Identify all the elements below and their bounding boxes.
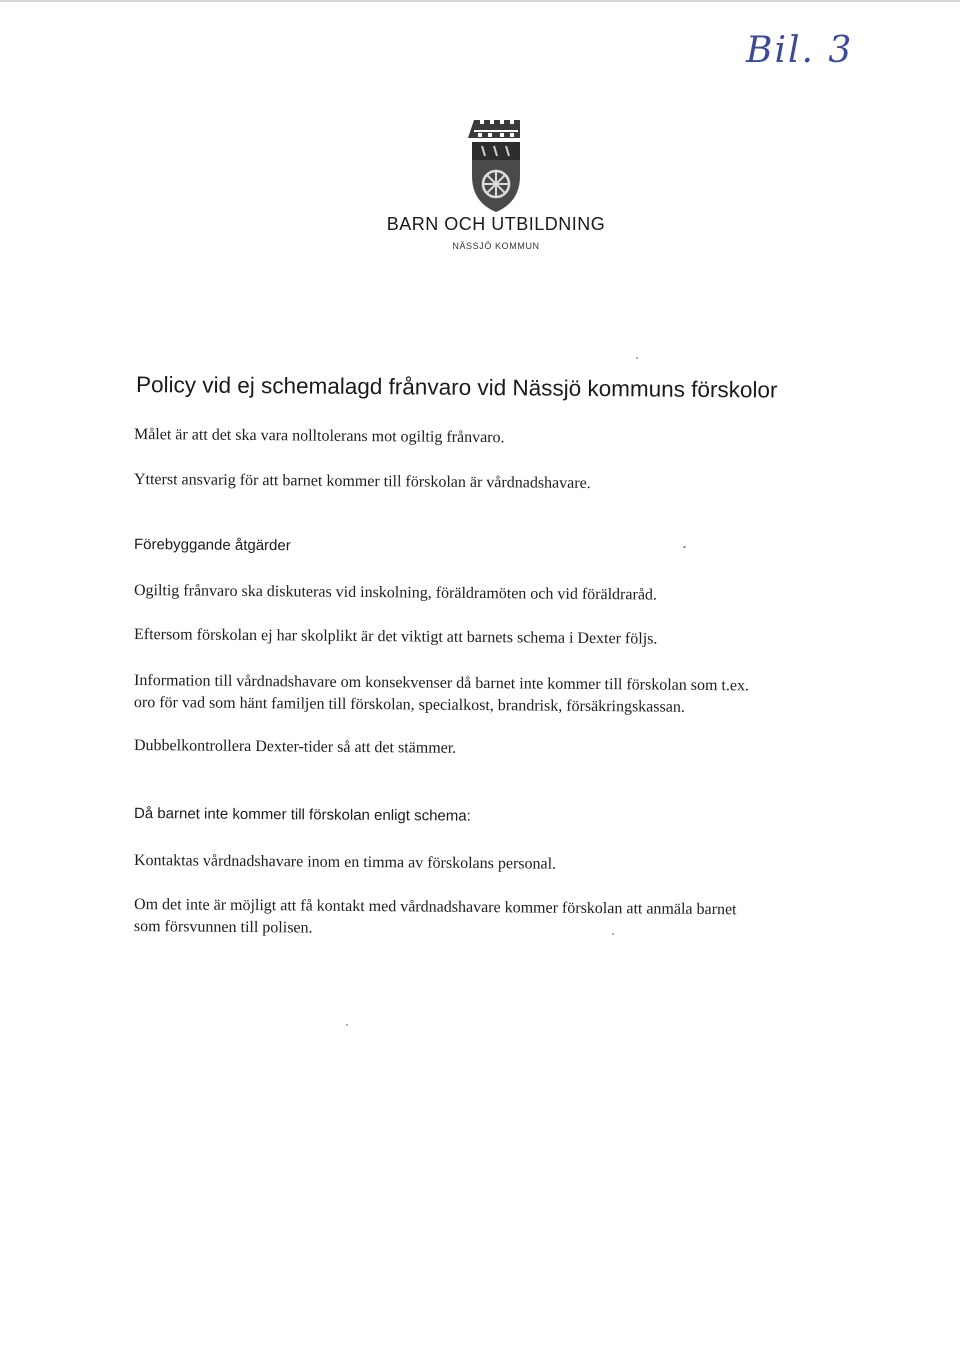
scan-speck [683, 546, 686, 548]
paragraph-information-line-1: Information till vårdnadshavare om konsekvenser då barnet inte kommer till förskolan som t.ex. [134, 672, 750, 695]
paragraph-contact: Kontaktas vårdnadshavare inom en timma av förskolans personal. [133, 852, 557, 873]
section-heading-prevention: Förebyggande åtgärder [133, 536, 291, 555]
section-heading-absence: Då barnet inte kommer till förskolan enligt schema: [133, 805, 471, 825]
paragraph-double-check: Dubbelkontrollera Dexter-tider så att det stämmer. [133, 737, 457, 757]
intro-paragraph-responsibility: Ytterst ansvarig för att barnet kommer till förskolan är vårdnadshavare. [133, 471, 591, 492]
organization-name: BARN OCH UTBILDNING [386, 214, 606, 234]
intro-paragraph-goal: Målet är att det ska vara nolltolerans mot ogiltig frånvaro. [133, 426, 505, 447]
handwritten-attachment-note: Bil. 3 [746, 30, 854, 71]
scan-speck [636, 357, 638, 359]
paragraph-schedule: Eftersom förskolan ej har skolplikt är det viktigt att barnets schema i Dexter följs. [133, 626, 658, 648]
paragraph-report-line-1: Om det inte är möjligt att få kontakt med vårdnadshavare kommer förskolan att anmäla barnet [134, 896, 737, 919]
paragraph-information [134, 670, 749, 719]
paragraph-report-line-2: som försvunnen till polisen. [133, 917, 313, 937]
document-title: Policy vid ej schemalagd frånvaro vid Nässjö kommuns förskolor [135, 372, 778, 403]
municipality-name: NÄSSJÖ KOMMUN [452, 241, 540, 251]
scan-speck [612, 933, 614, 935]
scan-edge-line [0, 0, 960, 2]
paragraph-discussion: Ogiltig frånvaro ska diskuteras vid inskolning, föräldramöten och vid föräldraråd. [133, 582, 658, 604]
nassjo-coat-of-arms-icon [468, 116, 524, 216]
paragraph-report [134, 894, 737, 943]
scan-speck [346, 1024, 348, 1026]
paragraph-information-line-2: oro för vad som hänt familjen till förskolan, specialkost, brandrisk, försäkringskassan. [133, 693, 685, 716]
